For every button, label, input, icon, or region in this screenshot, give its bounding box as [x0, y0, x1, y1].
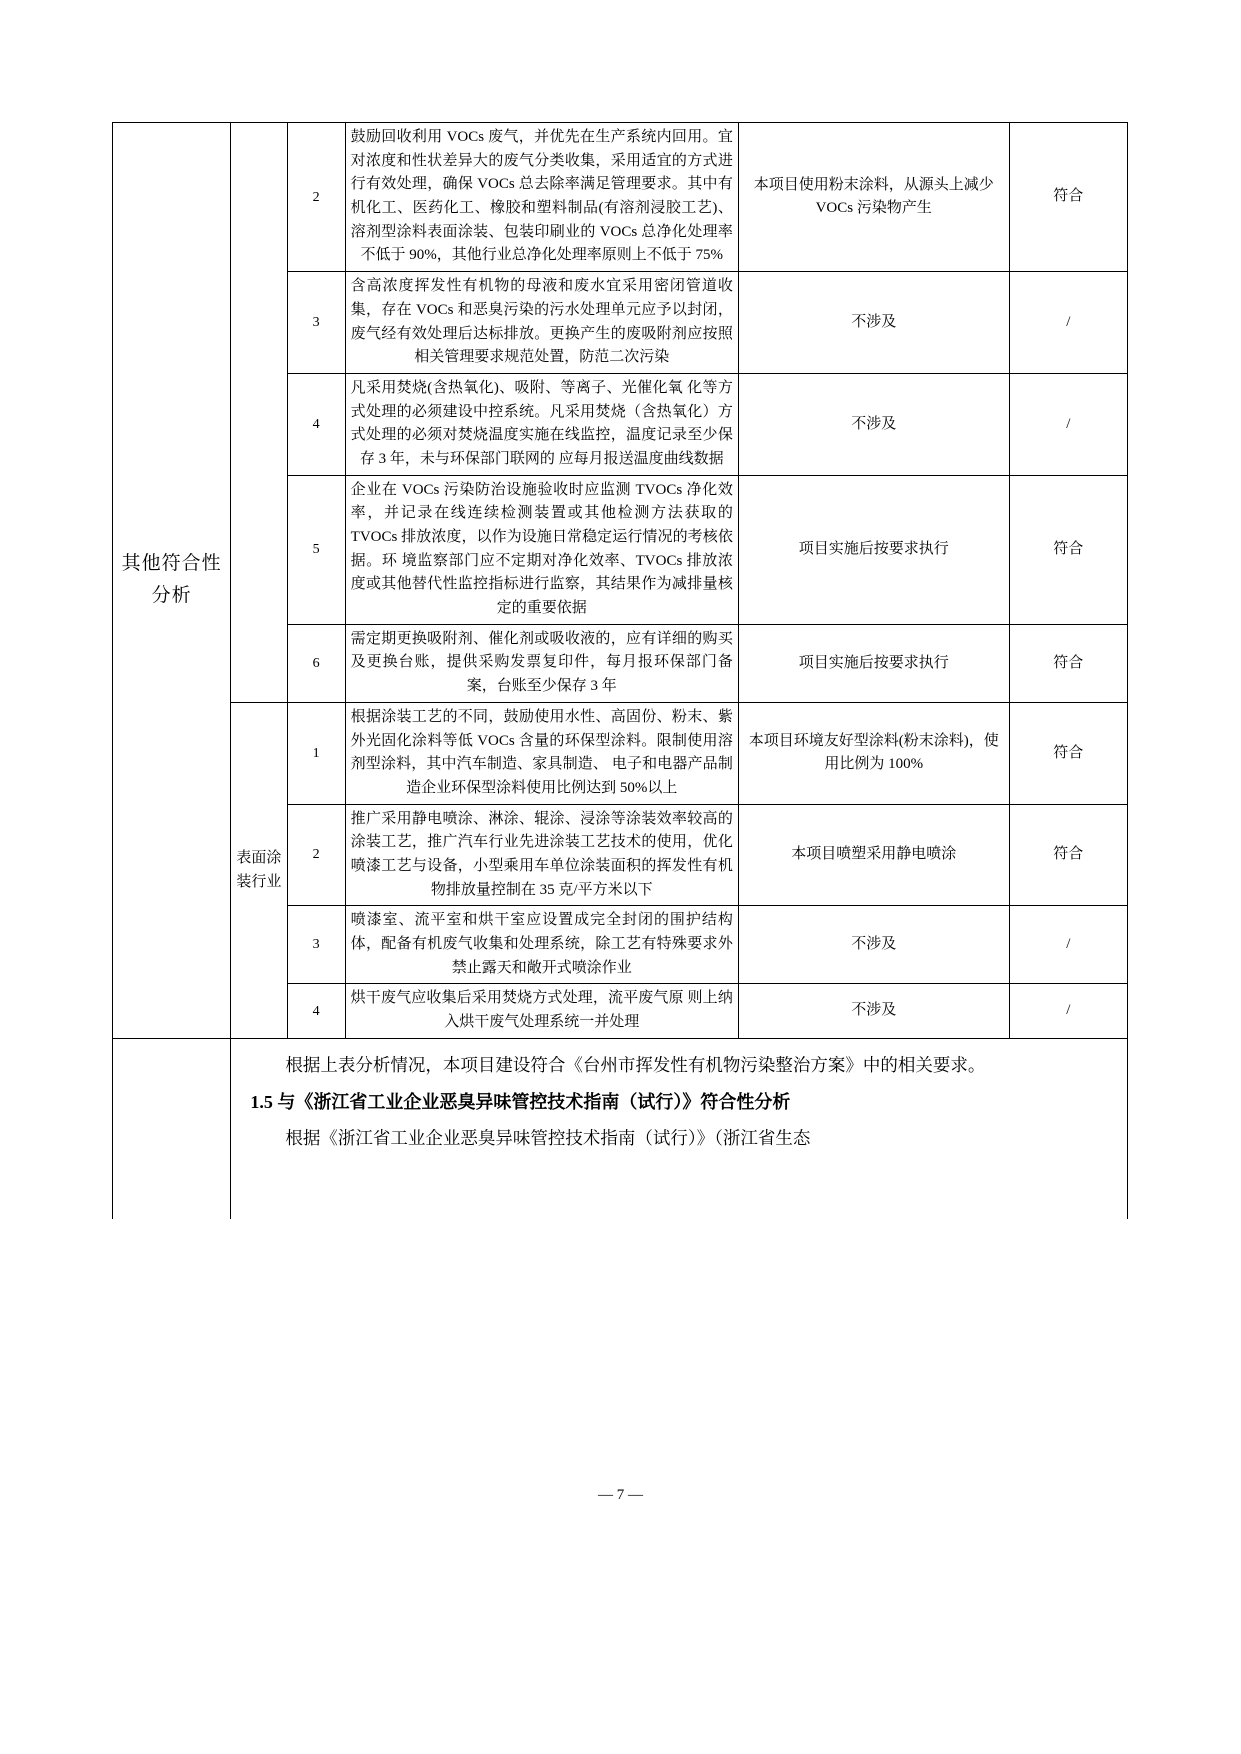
row-number: 3	[287, 906, 345, 984]
requirement-text: 推广采用静电喷涂、淋涂、辊涂、浸涂等涂装效率较高的涂装工艺，推广汽车行业先进涂装工艺技术的使用，优化喷漆工艺与设备，小型乘用车单位涂装面积的挥发性有机物排放量控制在 35 克/平方米以下	[345, 804, 738, 906]
row-number: 1	[287, 702, 345, 804]
compliance-table	[112, 122, 1128, 1219]
row-number: 2	[287, 804, 345, 906]
conclusion-text: 符合	[1009, 123, 1127, 272]
paragraph-summary: 根据上表分析情况，本项目建设符合《台州市挥发性有机物污染整治方案》中的相关要求。	[285, 1054, 986, 1075]
project-status-text: 项目实施后按要求执行	[738, 475, 1009, 624]
document-content-frame	[112, 122, 1128, 1219]
section-heading: 1.5 与《浙江省工业企业恶臭异味管控技术指南（试行）》符合性分析	[250, 1091, 791, 1112]
conclusion-text: 符合	[1009, 702, 1127, 804]
row-number: 4	[287, 373, 345, 475]
conclusion-text: 符合	[1009, 475, 1127, 624]
text-spacer	[250, 1156, 1108, 1216]
row-number: 2	[287, 123, 345, 272]
project-status-text: 不涉及	[738, 906, 1009, 984]
project-status-text: 本项目环境友好型涂料(粉末涂料)，使用比例为 100%	[738, 702, 1009, 804]
requirement-text: 喷漆室、流平室和烘干室应设置成完全封闭的围护结构体，配备有机废气收集和处理系统，除工艺有特殊要求外禁止露天和敞开式喷涂作业	[345, 906, 738, 984]
table-row	[113, 702, 1128, 804]
requirement-text: 含高浓度挥发性有机物的母液和废水宜采用密闭管道收集，存在 VOCs 和恶臭污染的污水处理单元应予以封闭，废气经有效处理后达标排放。更换产生的废吸附剂应按照相关管理要求规范处置，防范二次污染	[345, 272, 738, 374]
conclusion-text: 符合	[1009, 804, 1127, 906]
requirement-text: 需定期更换吸附剂、催化剂或吸收液的，应有详细的购买及更换台账，提供采购发票复印件，每月报环保部门备案，台账至少保存 3 年	[345, 624, 738, 702]
conclusion-text: /	[1009, 272, 1127, 374]
project-status-text: 本项目喷塑采用静电喷涂	[738, 804, 1009, 906]
row-number: 5	[287, 475, 345, 624]
subcategory-label-cell-1	[231, 123, 287, 703]
body-text-block	[236, 1042, 1122, 1217]
requirement-text: 烘干废气应收集后采用焚烧方式处理，流平废气原 则上纳入烘干废气处理系统一并处理	[345, 984, 738, 1038]
below-table-text-row	[113, 1038, 1128, 1219]
row-number: 4	[287, 984, 345, 1038]
project-status-text: 不涉及	[738, 272, 1009, 374]
row-number: 3	[287, 272, 345, 374]
conclusion-text: /	[1009, 906, 1127, 984]
category-label-cell: 其他符合性分析	[113, 123, 231, 1039]
requirement-text: 根据涂装工艺的不同，鼓励使用水性、高固份、粉末、紫外光固化涂料等低 VOCs 含量的环保型涂料。限制使用溶剂型涂料，其中汽车制造、家具制造、 电子和电器产品制造企业环保型涂料使用比例达到 50%以上	[345, 702, 738, 804]
project-status-text: 不涉及	[738, 373, 1009, 475]
conclusion-text: /	[1009, 984, 1127, 1038]
page-number: — 7 —	[598, 1487, 643, 1503]
project-status-text: 本项目使用粉末涂料，从源头上减少 VOCs 污染物产生	[738, 123, 1009, 272]
body-text-cell	[231, 1038, 1128, 1219]
table-row	[113, 123, 1128, 272]
conclusion-text: 符合	[1009, 624, 1127, 702]
subcategory-label-cell-2: 表面涂装行业	[231, 702, 287, 1038]
project-status-text: 项目实施后按要求执行	[738, 624, 1009, 702]
paragraph-after-heading: 根据《浙江省工业企业恶臭异味管控技术指南（试行）》（浙江省生态	[285, 1127, 811, 1148]
left-margin-cell	[113, 1038, 231, 1219]
requirement-text: 鼓励回收利用 VOCs 废气，并优先在生产系统内回用。宜对浓度和性状差异大的废气分类收集，采用适宜的方式进行有效处理，确保 VOCs 总去除率满足管理要求。其中有机化工、医药化工、橡胶和塑料制品(有溶剂浸胶工艺)、溶剂型涂料表面涂装、包装印刷业的 VOCs 总净化处理率不低于 90%，其他行业总净化处理率原则上不低于 75%	[345, 123, 738, 272]
project-status-text: 不涉及	[738, 984, 1009, 1038]
conclusion-text: /	[1009, 373, 1127, 475]
requirement-text: 企业在 VOCs 污染防治设施验收时应监测 TVOCs 净化效率，并记录在线连续检测装置或其他检测方法获取的 TVOCs 排放浓度，以作为设施日常稳定运行情况的考核依据。环 境监察部门应不定期对净化效率、TVOCs 排放浓度或其他替代性监控指标进行监察，其结果作为减排量核定的重要依据	[345, 475, 738, 624]
row-number: 6	[287, 624, 345, 702]
requirement-text: 凡采用焚烧(含热氧化)、吸附、等离子、光催化氧 化等方式处理的必须建设中控系统。凡采用焚烧（含热氧化）方式处理的必须对焚烧温度实施在线监控，温度记录至少保存 3 年，未与环保部门联网的 应每月报送温度曲线数据	[345, 373, 738, 475]
